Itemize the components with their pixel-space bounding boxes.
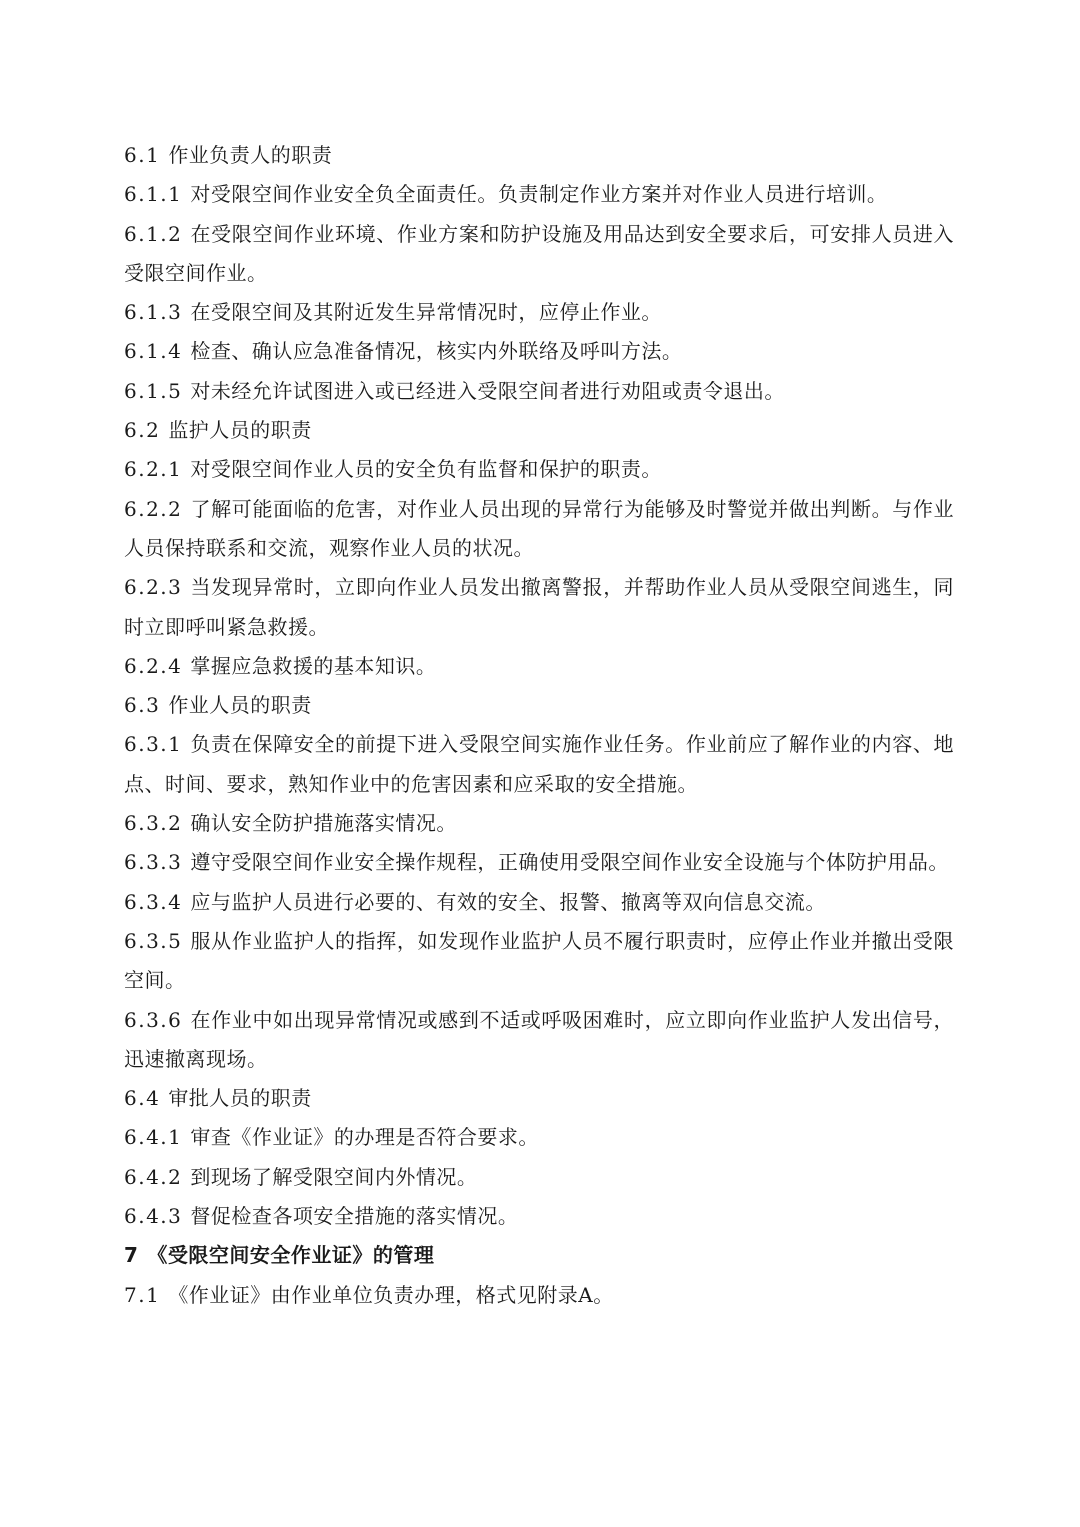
- chapter-heading-7: 7 《受限空间安全作业证》的管理: [124, 1243, 435, 1268]
- section-heading-6-2: 6.2 监护人员的职责: [124, 418, 312, 443]
- document-body: [124, 136, 954, 1315]
- clause-6-3-4: 6.3.4 应与监护人员进行必要的、有效的安全、报警、撤离等双向信息交流。: [124, 889, 826, 914]
- section-heading-6-4: 6.4 审批人员的职责: [124, 1086, 312, 1111]
- section-heading-6-3: 6.3 作业人员的职责: [124, 693, 312, 718]
- clause-6-4-2: 6.4.2 到现场了解受限空间内外情况。: [124, 1164, 478, 1189]
- clause-6-2-2: 6.2.2 了解可能面临的危害，对作业人员出现的异常行为能够及时警觉并做出判断。与作业人员保持联系和交流，观察作业人员的状况。: [124, 496, 954, 560]
- clause-6-3-3: 6.3.3 遵守受限空间作业安全操作规程，正确使用受限空间作业安全设施与个体防护用品。: [124, 850, 949, 875]
- clause-6-1-5: 6.1.5 对未经允许试图进入或已经进入受限空间者进行劝阻或责令退出。: [124, 378, 785, 403]
- clause-6-3-6: 6.3.6 在作业中如出现异常情况或感到不适或呼吸困难时，应立即向作业监护人发出信号，迅速撤离现场。: [124, 1007, 954, 1071]
- clause-6-2-3: 6.2.3 当发现异常时，立即向作业人员发出撤离警报，并帮助作业人员从受限空间逃生，同时立即呼叫紧急救援。: [124, 575, 954, 639]
- clause-6-4-3: 6.4.3 督促检查各项安全措施的落实情况。: [124, 1204, 519, 1229]
- clause-7-1: 7.1 《作业证》由作业单位负责办理，格式见附录A。: [124, 1282, 614, 1307]
- clause-6-3-2: 6.3.2 确认安全防护措施落实情况。: [124, 811, 457, 836]
- clause-6-1-3: 6.1.3 在受限空间及其附近发生异常情况时，应停止作业。: [124, 300, 662, 325]
- clause-6-3-5: 6.3.5 服从作业监护人的指挥，如发现作业监护人员不履行职责时，应停止作业并撤出受限空间。: [124, 928, 954, 993]
- clause-6-3-1: 6.3.1 负责在保障安全的前提下进入受限空间实施作业任务。作业前应了解作业的内容、地点、时间、要求，熟知作业中的危害因素和应采取的安全措施。: [124, 732, 954, 796]
- clause-6-4-1: 6.4.1 审查《作业证》的办理是否符合要求。: [124, 1125, 539, 1150]
- clause-6-2-4: 6.2.4 掌握应急救援的基本知识。: [124, 653, 437, 678]
- clause-6-1-4: 6.1.4 检查、确认应急准备情况，核实内外联络及呼叫方法。: [124, 339, 683, 364]
- clause-6-1-1: 6.1.1 对受限空间作业安全负全面责任。负责制定作业方案并对作业人员进行培训。: [124, 182, 888, 207]
- clause-6-2-1: 6.2.1 对受限空间作业人员的安全负有监督和保护的职责。: [124, 457, 662, 482]
- clause-6-1-2: 6.1.2 在受限空间作业环境、作业方案和防护设施及用品达到安全要求后，可安排人员进入受限空间作业。: [124, 221, 954, 285]
- section-heading-6-1: 6.1 作业负责人的职责: [124, 143, 333, 167]
